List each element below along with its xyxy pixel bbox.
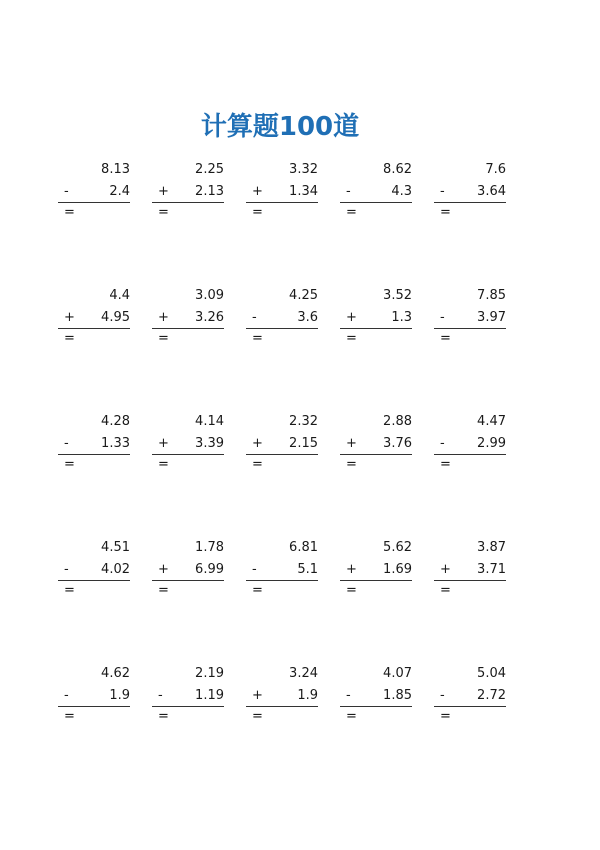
second-operand: 1.19 — [195, 688, 224, 703]
first-operand: 4.62 — [101, 666, 130, 681]
answer-rule — [246, 706, 318, 707]
arithmetic-problem — [246, 162, 318, 222]
problem-grid — [58, 162, 528, 726]
first-operand: 7.85 — [477, 288, 506, 303]
operator-sign: + — [158, 436, 169, 451]
equals-sign: = — [252, 457, 263, 472]
answer-rule — [340, 580, 412, 581]
equals-sign: = — [158, 709, 169, 724]
arithmetic-problem — [152, 162, 224, 222]
arithmetic-problem — [246, 540, 318, 600]
second-operand: 6.99 — [195, 562, 224, 577]
answer-rule — [340, 328, 412, 329]
answer-rule — [434, 454, 506, 455]
answer-rule — [152, 706, 224, 707]
equals-sign: = — [158, 457, 169, 472]
first-operand: 3.52 — [383, 288, 412, 303]
first-operand: 4.51 — [101, 540, 130, 555]
operator-sign: - — [252, 562, 257, 577]
operator-sign: + — [252, 184, 263, 199]
operator-sign: + — [346, 310, 357, 325]
arithmetic-problem — [246, 666, 318, 726]
arithmetic-problem — [246, 414, 318, 474]
equals-sign: = — [64, 709, 75, 724]
arithmetic-problem — [434, 414, 506, 474]
arithmetic-problem — [434, 288, 506, 348]
operator-sign: + — [158, 562, 169, 577]
second-operand: 2.72 — [477, 688, 506, 703]
equals-sign: = — [346, 331, 357, 346]
second-operand: 2.99 — [477, 436, 506, 451]
operator-sign: - — [440, 688, 445, 703]
arithmetic-problem — [58, 666, 130, 726]
second-operand: 3.39 — [195, 436, 224, 451]
equals-sign: = — [64, 457, 75, 472]
arithmetic-problem — [340, 540, 412, 600]
second-operand: 1.9 — [109, 688, 130, 703]
arithmetic-problem — [246, 288, 318, 348]
arithmetic-problem — [58, 414, 130, 474]
answer-rule — [152, 580, 224, 581]
answer-rule — [58, 706, 130, 707]
arithmetic-problem — [152, 414, 224, 474]
first-operand: 4.25 — [289, 288, 318, 303]
answer-rule — [340, 454, 412, 455]
equals-sign: = — [440, 457, 451, 472]
second-operand: 3.6 — [297, 310, 318, 325]
first-operand: 2.88 — [383, 414, 412, 429]
equals-sign: = — [440, 709, 451, 724]
arithmetic-problem — [340, 288, 412, 348]
equals-sign: = — [158, 583, 169, 598]
equals-sign: = — [252, 583, 263, 598]
equals-sign: = — [252, 331, 263, 346]
operator-sign: + — [346, 562, 357, 577]
equals-sign: = — [440, 205, 451, 220]
second-operand: 2.13 — [195, 184, 224, 199]
first-operand: 4.4 — [109, 288, 130, 303]
equals-sign: = — [440, 583, 451, 598]
first-operand: 5.62 — [383, 540, 412, 555]
first-operand: 8.13 — [101, 162, 130, 177]
second-operand: 4.3 — [391, 184, 412, 199]
operator-sign: - — [64, 436, 69, 451]
first-operand: 4.28 — [101, 414, 130, 429]
operator-sign: + — [252, 436, 263, 451]
first-operand: 8.62 — [383, 162, 412, 177]
answer-rule — [152, 454, 224, 455]
equals-sign: = — [346, 709, 357, 724]
equals-sign: = — [252, 709, 263, 724]
operator-sign: - — [440, 184, 445, 199]
first-operand: 3.87 — [477, 540, 506, 555]
first-operand: 4.14 — [195, 414, 224, 429]
answer-rule — [434, 706, 506, 707]
operator-sign: - — [64, 184, 69, 199]
first-operand: 2.19 — [195, 666, 224, 681]
arithmetic-problem — [152, 666, 224, 726]
arithmetic-problem — [340, 162, 412, 222]
operator-sign: - — [440, 310, 445, 325]
operator-sign: - — [252, 310, 257, 325]
equals-sign: = — [158, 205, 169, 220]
operator-sign: - — [346, 688, 351, 703]
second-operand: 4.95 — [101, 310, 130, 325]
answer-rule — [434, 328, 506, 329]
arithmetic-problem — [340, 666, 412, 726]
answer-rule — [152, 202, 224, 203]
operator-sign: - — [346, 184, 351, 199]
answer-rule — [246, 454, 318, 455]
answer-rule — [58, 580, 130, 581]
equals-sign: = — [64, 331, 75, 346]
second-operand: 3.97 — [477, 310, 506, 325]
answer-rule — [152, 328, 224, 329]
equals-sign: = — [346, 205, 357, 220]
equals-sign: = — [346, 457, 357, 472]
equals-sign: = — [158, 331, 169, 346]
arithmetic-problem — [152, 540, 224, 600]
answer-rule — [340, 202, 412, 203]
page-title: 计算题100道 — [200, 112, 360, 142]
answer-rule — [58, 454, 130, 455]
second-operand: 2.4 — [109, 184, 130, 199]
operator-sign: + — [158, 310, 169, 325]
arithmetic-problem — [58, 540, 130, 600]
first-operand: 6.81 — [289, 540, 318, 555]
second-operand: 3.26 — [195, 310, 224, 325]
second-operand: 1.85 — [383, 688, 412, 703]
second-operand: 3.71 — [477, 562, 506, 577]
first-operand: 3.24 — [289, 666, 318, 681]
operator-sign: - — [64, 688, 69, 703]
first-operand: 3.09 — [195, 288, 224, 303]
second-operand: 4.02 — [101, 562, 130, 577]
second-operand: 3.76 — [383, 436, 412, 451]
arithmetic-problem — [434, 666, 506, 726]
second-operand: 3.64 — [477, 184, 506, 199]
equals-sign: = — [346, 583, 357, 598]
first-operand: 4.47 — [477, 414, 506, 429]
answer-rule — [246, 580, 318, 581]
operator-sign: + — [252, 688, 263, 703]
second-operand: 2.15 — [289, 436, 318, 451]
arithmetic-problem — [340, 414, 412, 474]
first-operand: 7.6 — [485, 162, 506, 177]
answer-rule — [58, 202, 130, 203]
first-operand: 4.07 — [383, 666, 412, 681]
arithmetic-problem — [434, 540, 506, 600]
second-operand: 1.33 — [101, 436, 130, 451]
arithmetic-problem — [58, 288, 130, 348]
equals-sign: = — [64, 205, 75, 220]
arithmetic-problem — [152, 288, 224, 348]
second-operand: 1.3 — [391, 310, 412, 325]
operator-sign: + — [440, 562, 451, 577]
arithmetic-problem — [434, 162, 506, 222]
operator-sign: - — [158, 688, 163, 703]
answer-rule — [58, 328, 130, 329]
equals-sign: = — [252, 205, 263, 220]
second-operand: 1.9 — [297, 688, 318, 703]
first-operand: 2.32 — [289, 414, 318, 429]
second-operand: 1.69 — [383, 562, 412, 577]
operator-sign: + — [158, 184, 169, 199]
first-operand: 1.78 — [195, 540, 224, 555]
second-operand: 1.34 — [289, 184, 318, 199]
equals-sign: = — [440, 331, 451, 346]
answer-rule — [246, 328, 318, 329]
answer-rule — [434, 202, 506, 203]
first-operand: 3.32 — [289, 162, 318, 177]
first-operand: 2.25 — [195, 162, 224, 177]
arithmetic-problem — [58, 162, 130, 222]
operator-sign: - — [440, 436, 445, 451]
first-operand: 5.04 — [477, 666, 506, 681]
equals-sign: = — [64, 583, 75, 598]
answer-rule — [246, 202, 318, 203]
answer-rule — [340, 706, 412, 707]
answer-rule — [434, 580, 506, 581]
operator-sign: + — [64, 310, 75, 325]
operator-sign: + — [346, 436, 357, 451]
operator-sign: - — [64, 562, 69, 577]
second-operand: 5.1 — [297, 562, 318, 577]
